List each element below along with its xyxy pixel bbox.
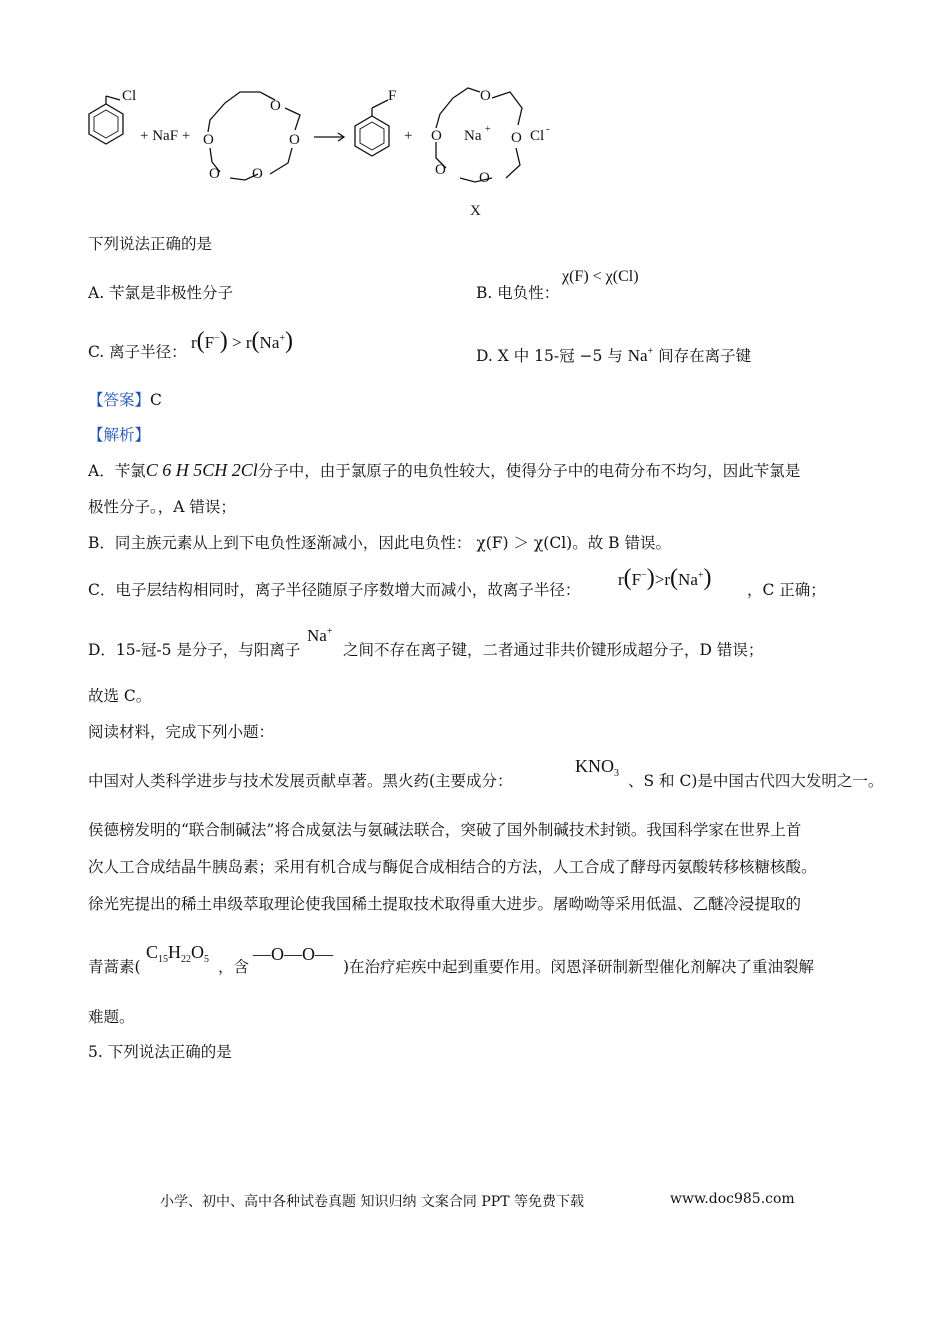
- ac-f: F: [631, 570, 642, 589]
- p5-mid: ，含: [218, 958, 250, 976]
- passage-p3: 次人工合成结晶牛胰岛素；采用有机合成与酶促合成相结合的方法，人工合成了酵母丙氨酸转移核糖核酸。: [88, 858, 817, 876]
- kno-sub: 3: [614, 768, 619, 779]
- product-substituent: F: [388, 88, 397, 104]
- crown-o: O: [209, 166, 220, 182]
- footer-url[interactable]: www.doc985.com: [670, 1191, 795, 1207]
- analysis-d-post: 之间不存在离子键，二者通过非共价键形成超分子，D 错误；: [343, 641, 764, 659]
- analysis-a-pre: A．苄氯: [88, 462, 146, 480]
- reaction-scheme: [70, 70, 690, 230]
- c-minus: −: [214, 333, 220, 344]
- ac-gt: >: [654, 570, 665, 589]
- p5-c-sub: 15: [158, 954, 169, 965]
- crown-o: O: [289, 132, 300, 148]
- artemisinin-formula: [146, 942, 209, 965]
- footer-text: 小学、初中、高中各种试卷真题 知识归纳 文案合同 PPT 等免费下载: [160, 1194, 584, 1210]
- crown-o: O: [252, 166, 263, 182]
- analysis-a-formula: C 6 H 5CH 2Cl: [145, 460, 258, 480]
- kno3-formula: [575, 756, 619, 779]
- plus-naf: + NaF +: [140, 128, 191, 144]
- option-c-formula: r(F−) > r(Na+): [191, 328, 294, 354]
- option-c-text: C. 离子半径：: [88, 343, 187, 361]
- option-b-formula: χ(F) < χ(Cl): [562, 268, 639, 285]
- analysis-a-line2: 极性分子。，A 错误；: [88, 498, 236, 516]
- crown-o: O: [435, 162, 446, 178]
- p5-o-sub: 5: [204, 954, 210, 965]
- peroxide-bond: —O—O—: [253, 944, 333, 964]
- analysis-b: B．同主族元素从上到下电负性逐渐减小，因此电负性： χ(F) ＞ χ(Cl)。故 B 错误。: [88, 534, 671, 552]
- p5-o: O: [191, 942, 205, 962]
- reactant-substituent: Cl: [122, 88, 137, 104]
- p5-post: )在治疗疟疾中起到重要作用。闵恩泽研制新型催化剂解决了重油裂解: [343, 958, 815, 976]
- product-label: X: [470, 203, 481, 219]
- option-c: [88, 342, 187, 362]
- question-stem: 下列说法正确的是: [88, 235, 213, 253]
- analysis-a: [88, 460, 800, 481]
- passage-p1-pre: 中国对人类科学进步与技术发展贡献卓著。黑火药(主要成分：: [88, 772, 513, 790]
- option-d: [476, 342, 751, 366]
- ac-na: Na: [678, 570, 698, 589]
- p5-h: H: [168, 942, 182, 962]
- crown-o: O: [203, 132, 214, 148]
- crown-o: O: [511, 130, 522, 146]
- conclusion: 故选 C。: [88, 687, 152, 705]
- option-b-text: B. 电负性：: [476, 284, 560, 302]
- kno: KNO: [575, 756, 614, 776]
- analysis-c: [88, 580, 580, 600]
- c-r1: r: [191, 333, 197, 352]
- ad-plus: +: [326, 626, 333, 637]
- crown-o: O: [270, 98, 281, 114]
- option-b: [476, 283, 559, 303]
- crown-o: O: [480, 88, 491, 104]
- p5-h-sub: 22: [181, 954, 192, 965]
- crown-o: O: [431, 128, 442, 144]
- p5-c: C: [146, 942, 159, 962]
- d-na: Na: [627, 346, 648, 365]
- analysis-a-post: 分子中，由于氯原子的电负性较大，使得分子中的电荷分布不均匀，因此苄氯是: [257, 462, 801, 480]
- passage-p5: [88, 957, 141, 977]
- option-d-pre: D. X 中 15-冠 −5 与: [476, 347, 623, 365]
- answer-value: C: [150, 391, 162, 409]
- chloride-charge: -: [546, 123, 550, 135]
- analysis-label: 【解析】: [88, 426, 151, 444]
- analysis-d-na: [307, 626, 332, 646]
- question-5: 5. 下列说法正确的是: [88, 1043, 232, 1061]
- c-gt: >: [232, 333, 242, 352]
- sodium-ion: Na: [464, 128, 482, 144]
- plus-sign: +: [404, 128, 413, 144]
- ac-minus: −: [641, 570, 647, 581]
- passage-intro: 阅读材料，完成下列小题：: [88, 723, 275, 741]
- analysis-c-pre: C．电子层结构相同时，离子半径随原子序数增大而减小，故离子半径：: [88, 581, 581, 599]
- d-plus: +: [647, 346, 654, 357]
- answer-label: 【答案】: [88, 391, 151, 409]
- c-plus: +: [279, 333, 286, 344]
- analysis-c-post: ，C 正确；: [747, 581, 826, 599]
- analysis-c-formula: r(F−)>r(Na+): [618, 565, 712, 591]
- p5-pre: 青蒿素(: [88, 958, 141, 976]
- option-d-post: 间存在离子键: [658, 347, 752, 365]
- c-f: F: [204, 333, 215, 352]
- analysis-d-pre: D．15-冠-5 是分子，与阳离子: [88, 641, 301, 659]
- chloride-ion: Cl: [530, 128, 545, 144]
- answer: [88, 390, 162, 410]
- ac-plus: +: [697, 570, 704, 581]
- passage-p2: 侯德榜发明的“联合制碱法”将合成氨法与氨碱法联合，突破了国外制碱技术封锁。我国科学家在世界上首: [88, 821, 802, 839]
- passage-p4: 徐光宪提出的稀土串级萃取理论使我国稀土提取技术取得重大进步。屠呦呦等采用低温、乙醚冷浸提取的: [88, 895, 802, 913]
- ac-r2: r: [664, 570, 671, 589]
- sodium-charge: +: [485, 124, 491, 135]
- ad-na: Na: [307, 626, 327, 645]
- passage-p6: 难题。: [88, 1008, 135, 1026]
- option-a: A. 苄氯是非极性分子: [88, 284, 234, 302]
- crown-o: O: [479, 170, 490, 186]
- c-r2: r: [245, 333, 252, 352]
- c-na: Na: [259, 333, 280, 352]
- ac-r1: r: [618, 570, 624, 589]
- passage-p1-post: 、S 和 C)是中国古代四大发明之一。: [628, 772, 884, 790]
